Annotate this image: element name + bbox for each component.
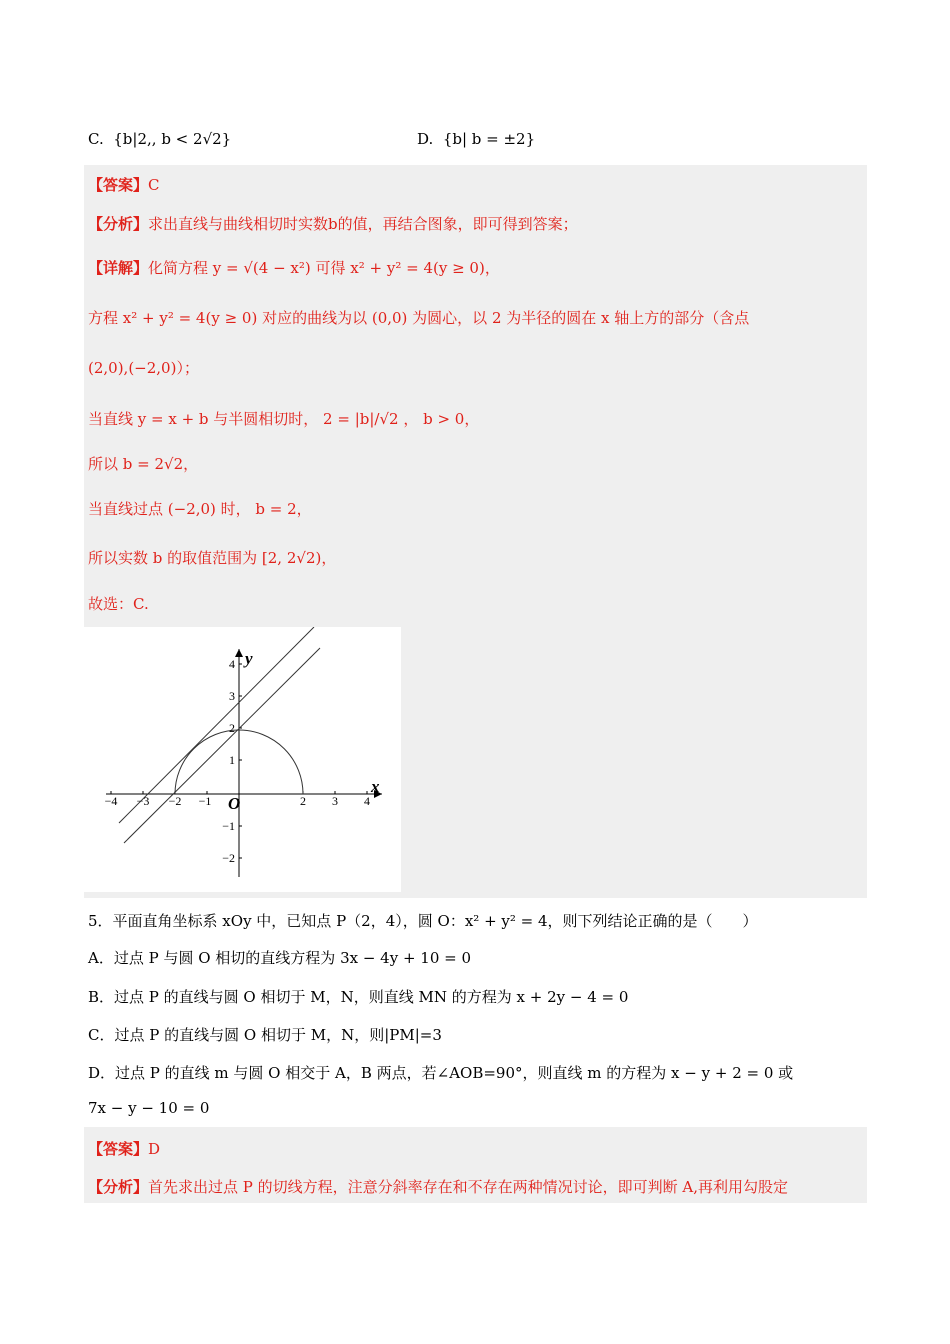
q4-detail-line: (2,0),(−2,0)）； bbox=[88, 359, 199, 377]
graph-svg bbox=[84, 627, 401, 892]
q4-answer: 【答案】C bbox=[88, 176, 160, 194]
q5-analysis: 【分析】首先求出过点 P 的切线方程，注意分斜率存在和不存在两种情况讨论，即可判断 A,再利用勾股定 bbox=[88, 1178, 789, 1196]
secant-line bbox=[124, 648, 320, 843]
graph-figure bbox=[84, 627, 401, 892]
q5-option-d-cont: 7x − y − 10 = 0 bbox=[88, 1099, 210, 1117]
q4-detail-line: 当直线 y = x + b 与半圆相切时， 2 = |b|/√2 ， b > 0， bbox=[88, 410, 480, 428]
q4-detail-line: 所以 b = 2√2， bbox=[88, 455, 199, 473]
q4-analysis: 【分析】求出直线与曲线相切时实数b的值，再结合图象，即可得到答案； bbox=[88, 215, 578, 233]
q5-option-b: B．过点 P 的直线与圆 O 相切于 M，N，则直线 MN 的方程为 x + 2y − 4 = 0 bbox=[88, 988, 629, 1006]
x-tick-label: −1 bbox=[198, 794, 212, 808]
q5-answer: 【答案】D bbox=[88, 1140, 161, 1158]
q5-option-a: A．过点 P 与圆 O 相切的直线方程为 3x − 4y + 10 = 0 bbox=[88, 949, 472, 967]
y-tick-label: 3 bbox=[229, 689, 235, 703]
q5-option-c: C．过点 P 的直线与圆 O 相切于 M，N，则|PM|=3 bbox=[88, 1026, 442, 1044]
x-tick-label: 4 bbox=[364, 794, 370, 808]
y-axis-label: y bbox=[245, 649, 253, 668]
option-c: C. {b|2,, b < 2√2} bbox=[88, 130, 232, 148]
x-tick-label: −2 bbox=[168, 794, 182, 808]
y-axis-arrow bbox=[235, 649, 243, 657]
q4-detail-line: 方程 x² + y² = 4(y ≥ 0) 对应的曲线为以 (0,0) 为圆心，以 2 为半径的圆在 x 轴上方的部分（含点 bbox=[88, 309, 750, 327]
q5-option-d: D．过点 P 的直线 m 与圆 O 相交于 A，B 两点，若∠AOB=90°，则直线 m 的方程为 x − y + 2 = 0 或 bbox=[88, 1064, 794, 1082]
origin-label: O bbox=[228, 794, 241, 813]
y-tick-label: −1 bbox=[222, 819, 235, 833]
x-tick-label: −4 bbox=[104, 794, 118, 808]
x-tick-label: 2 bbox=[300, 794, 306, 808]
y-tick-label: −2 bbox=[222, 851, 235, 865]
q4-detail-line: 当直线过点 (−2,0) 时， b = 2， bbox=[88, 500, 312, 518]
option-c-math: {b|2,, b < 2√2} bbox=[113, 130, 232, 148]
y-tick-label: 4 bbox=[229, 657, 235, 671]
q5-stem: 5．平面直角坐标系 xOy 中，已知点 P（2，4），圆 O：x² + y² = 4，则下列结论正确的是（ ） bbox=[88, 912, 758, 930]
x-tick-label: 3 bbox=[332, 794, 338, 808]
q4-detail-line: 故选：C. bbox=[88, 595, 149, 613]
q4-detail-line: 所以实数 b 的取值范围为 [2, 2√2)， bbox=[88, 549, 337, 567]
option-d: D. {b| b = ±2} bbox=[417, 130, 536, 148]
x-tick-label: −3 bbox=[136, 794, 150, 808]
q4-detail-line: 【详解】化简方程 y = √(4 − x²) 可得 x² + y² = 4(y ≥ 0)， bbox=[88, 259, 500, 277]
y-tick-label: 1 bbox=[229, 753, 235, 767]
x-axis-label: x bbox=[371, 777, 380, 796]
option-d-math: {b| b = ±2} bbox=[442, 130, 536, 148]
y-tick-label: 2 bbox=[229, 721, 235, 735]
